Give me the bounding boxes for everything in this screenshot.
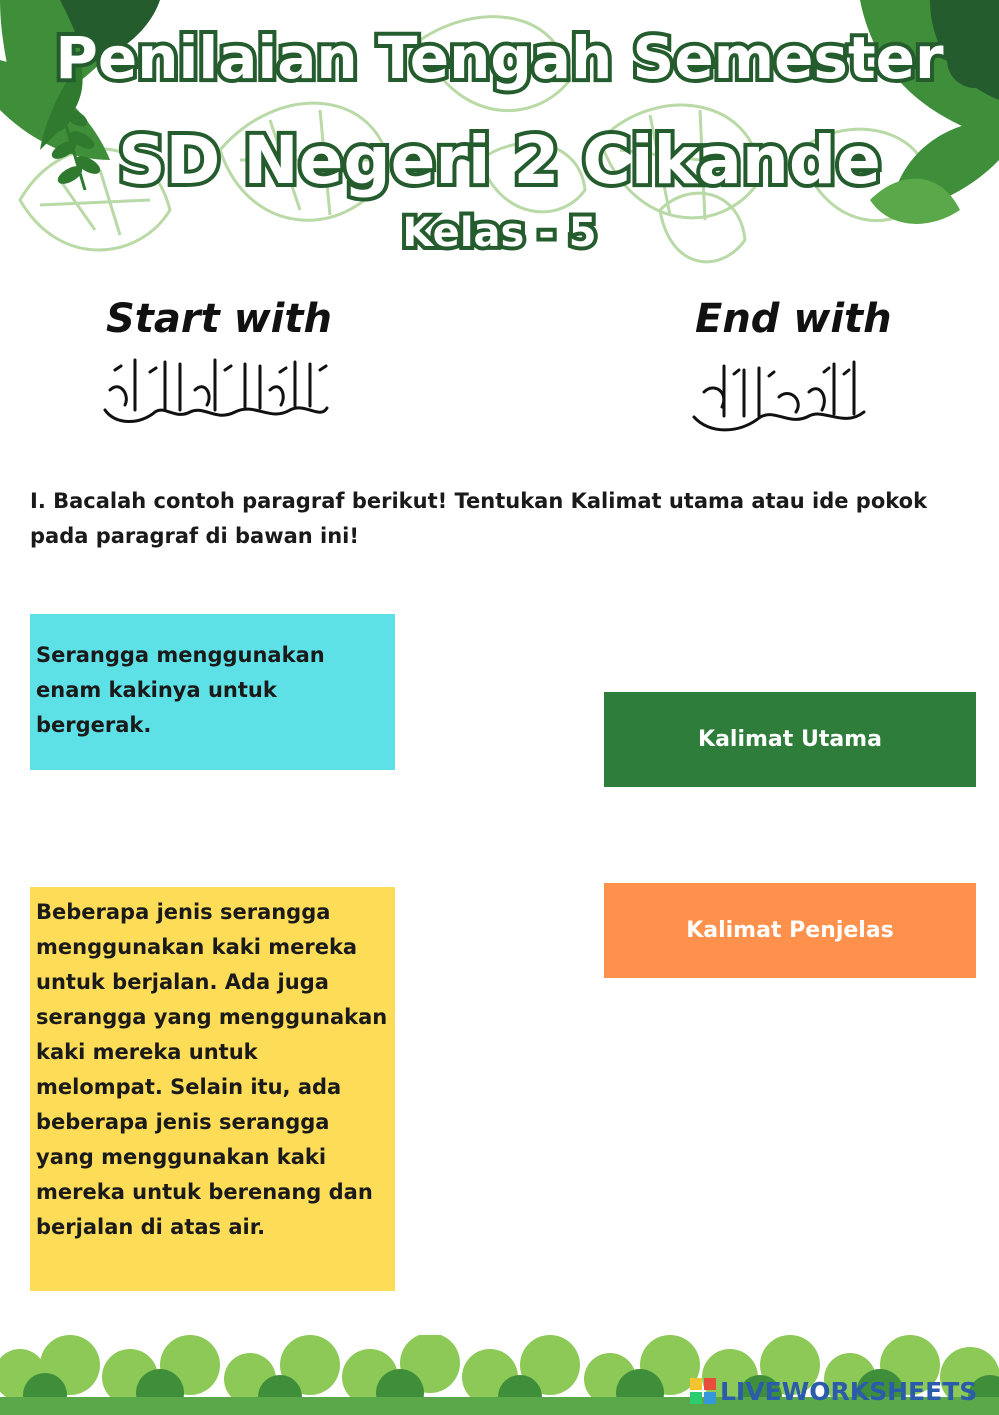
answer-kalimat-penjelas[interactable] [604, 883, 976, 978]
answer-label: Kalimat Penjelas [686, 918, 894, 943]
alhamdulillah-calligraphy [684, 352, 876, 440]
title-exam: Penilaian Tengah Semester [55, 24, 944, 92]
end-with-label: End with [695, 296, 892, 342]
title-school: SD Negeri 2 Cikande [118, 122, 881, 199]
start-with-label: Start with [106, 296, 332, 342]
answer-label: Kalimat Utama [698, 727, 882, 752]
liveworksheets-logo-icon [690, 1378, 716, 1404]
paragraph-card-supporting[interactable]: Beberapa jenis serangga menggunakan kaki mereka untuk berjalan. Ada juga serangga yang menggunakan kaki mereka untuk melompat. Selain itu, ada beberapa jenis serangga yang menggunakan kaki mereka untuk berenang dan berjalan di atas air. [30, 887, 395, 1291]
answer-kalimat-utama[interactable] [604, 692, 976, 787]
instruction-text: I. Bacalah contoh paragraf berikut! Tentukan Kalimat utama atau ide pokok pada paragraf di bawan ini! [30, 489, 928, 548]
liveworksheets-brand [690, 1375, 977, 1407]
basmalah-calligraphy [95, 350, 335, 435]
title-class: Kelas - 5 [402, 210, 597, 256]
paragraph-card-main[interactable]: Serangga menggunakan enam kakinya untuk bergerak. [30, 614, 395, 770]
brand-text: LIVEWORKSHEETS [720, 1376, 978, 1406]
